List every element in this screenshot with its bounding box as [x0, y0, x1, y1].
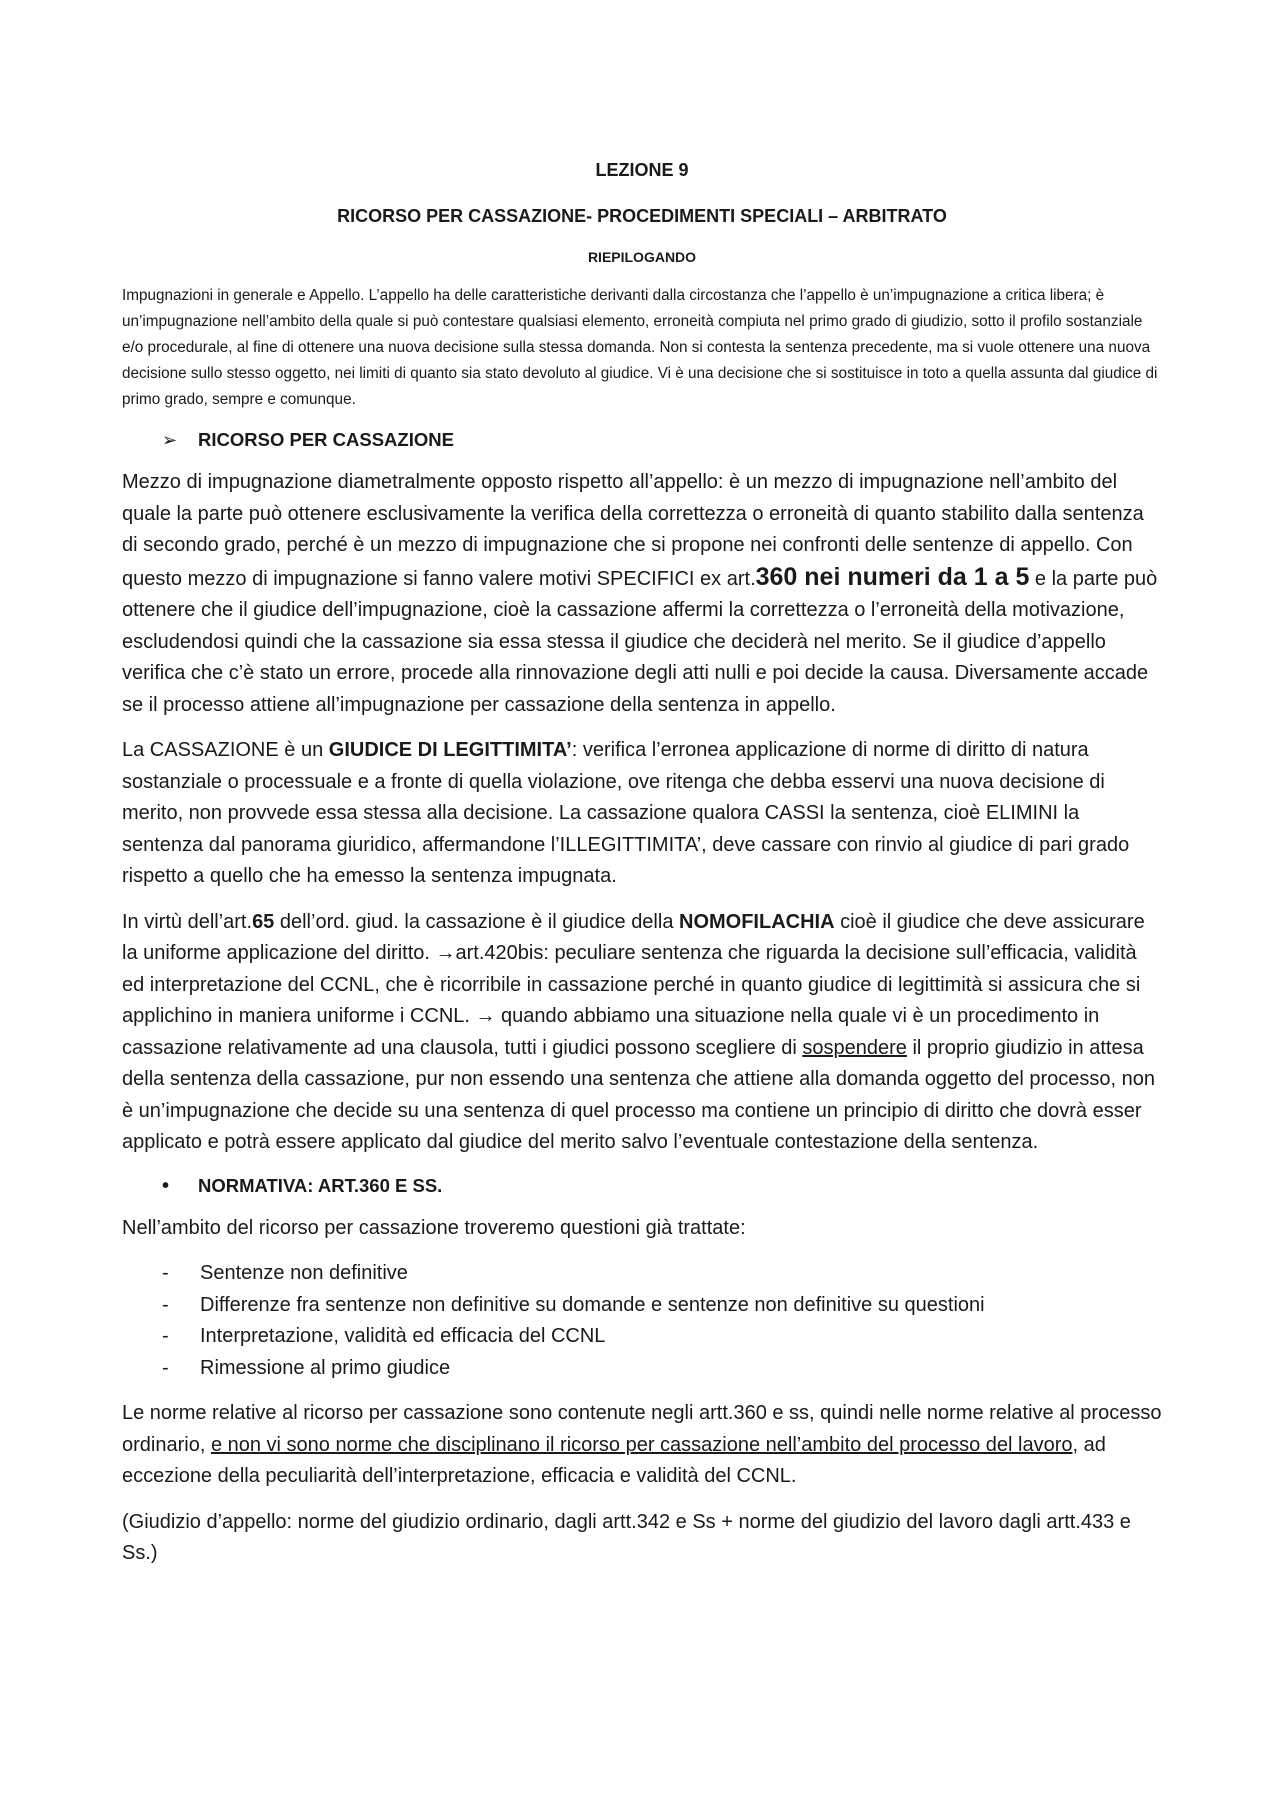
text-run-underlined: sospendere: [802, 1036, 907, 1059]
text-run-bold: NOMOFILACHIA: [679, 910, 835, 933]
list-item-text: Rimessione al primo giudice: [200, 1356, 451, 1379]
paragraph-giudice-legittimita: [122, 735, 1162, 893]
list-item: [122, 1258, 1162, 1290]
text-run: , ad eccezione della peculiarità dell’interpretazione, efficacia e validità del CCNL.: [122, 1433, 1106, 1487]
dash-bullet-icon: -: [162, 1293, 169, 1316]
text-run: dell’ord. giud. la cassazione è il giudice della: [274, 910, 679, 933]
main-title: RICORSO PER CASSAZIONE- PROCEDIMENTI SPECIALI – ARBITRATO: [337, 206, 947, 226]
list-item-text: Differenze fra sentenze non definitive su domande e sentenze non definitive su questioni: [200, 1293, 985, 1316]
list-item: [122, 1353, 1162, 1385]
section-heading-ricorso: [162, 427, 1162, 453]
dot-bullet-icon: •: [162, 1174, 170, 1197]
text-run: In virtù dell’art.: [122, 910, 253, 933]
text-run-underlined: e non vi sono norme che disciplinano il ricorso per cassazione nell’ambito del processo del lavoro: [210, 1433, 1073, 1456]
list-item: [122, 1290, 1162, 1322]
text-run-bold: 65: [252, 910, 275, 933]
paragraph-giudizio-appello: (Giudizio d’appello: norme del giudizio ordinario, dagli artt.342 e Ss + norme del giudizio del lavoro dagli artt.433 e Ss.): [122, 1510, 1131, 1564]
text-run: Mezzo di impugnazione diametralmente opposto rispetto all’appello: è un mezzo di impugnazione nell’ambito del quale la parte può ottenere esclusivamente la verifica della correttezza o erroneità di quanto stabilito dalla sentenza di secondo grado, perché è un mezzo di impugnazione che si propone nei confronti delle sentenze di appello. Con questo mezzo di impugnazione si fanno valere motivi SPECIFICI ex art.: [122, 471, 1144, 590]
text-run: La CASSAZIONE è un: [122, 739, 329, 761]
paragraph-nomofilachia: [122, 907, 1162, 1159]
dash-bullet-icon: -: [162, 1262, 169, 1284]
subtitle: RIEPILOGANDO: [587, 249, 697, 265]
paragraph-mezzo-impugnazione: [122, 467, 1162, 721]
text-run: : verifica l’erronea applicazione di norme di diritto di natura sostanziale o processuale e a fronte di quella violazione, ove ritenga che debba esservi una nuova decisione di merito, non provvede essa stessa alla decisione. La cassazione qualora CASSI la sentenza, cioè ELIMINI la sentenza dal panorama giuridico, affermandone l’ILLEGITTIMITA’, deve cassare con rinvio al giudice di pari grado rispetto a quello che ha emesso la sentenza impugnata.: [122, 739, 1130, 887]
text-run-bold: GIUDICE DI LEGITTIMITA’: [328, 739, 572, 761]
dash-bullet-icon: -: [162, 1325, 169, 1347]
text-run: cioè il giudice che deve assicurare la uniforme applicazione del diritto. →art.420bis: peculiare sentenza che riguarda la decisione sull’efficacia, validità ed interpretazione del CCNL, che è ricorribile in cassazione perché in quanto giudice di legittimità si assicura che si applichino in maniera uniforme i CCNL. → quando abbiamo una situazione nella quale vi è un procedimento in cassazione relativamente ad una clausola, tutti i giudici possono scegliere di: [122, 910, 1145, 1059]
document-content: [122, 150, 1162, 1570]
text-run: Le norme relative al ricorso per cassazione sono contenute negli artt.360 e ss, quindi nelle norme relative al processo ordinario,: [122, 1402, 1162, 1456]
lesson-title: LEZIONE 9: [595, 160, 689, 180]
arrow-bullet-icon: ➢: [162, 430, 178, 450]
paragraph-norme-relative: [122, 1398, 1162, 1493]
intro-paragraph: Impugnazioni in generale e Appello. L’appello ha delle caratteristiche derivanti dalla circostanza che l’appello è un’impugnazione a critica libera; è un’impugnazione nell’ambito della quale si può contestare qualsiasi elemento, erroneità compiuta nel primo grado di giudizio, sotto il profilo sostanziale e/o procedurale, al fine di ottenere una nuova decisione sulla stessa domanda. Non si contesta la sentenza precedente, ma si vuole ottenere una nuova decisione sullo stesso oggetto, nei limiti di quanto sia stato devoluto al giudice. Vi è una decisione che si sostituisce in toto a quella assunta dal giudice di primo grado, sempre e comunque.: [122, 287, 1158, 408]
list-item-text: Interpretazione, validità ed efficacia del CCNL: [200, 1325, 606, 1347]
section-heading-normativa: [162, 1173, 1162, 1199]
text-run: e la parte può ottenere che il giudice dell’impugnazione, cioè la cassazione affermi la correttezza o l’erroneità della motivazione, escludendosi quindi che la cassazione sia essa stessa il giudice che deciderà nel merito. Se il giudice d’appello verifica che c’è stato un errore, procede alla rinnovazione degli atti nulli e poi decide la causa. Diversamente accade se il processo attiene all’impugnazione per cassazione della sentenza in appello.: [122, 567, 1158, 716]
section-heading-label: NORMATIVA: ART.360 E SS.: [198, 1174, 443, 1196]
text-run-emphasis: 360 nei numeri da 1 a 5: [755, 562, 1030, 591]
dash-bullet-icon: -: [162, 1356, 169, 1379]
list-item-text: Sentenze non definitive: [200, 1262, 408, 1284]
questioni-list: [122, 1258, 1162, 1384]
section-heading-label: RICORSO PER CASSAZIONE: [198, 429, 454, 450]
paragraph-questioni: Nell’ambito del ricorso per cassazione troveremo questioni già trattate:: [122, 1216, 746, 1239]
text-run: il proprio giudizio in attesa della sentenza della cassazione, pur non essendo una sentenza che attiene alla domanda oggetto del processo, non è un’impugnazione che decide su una sentenza di quel processo ma contiene un principio di diritto che dovrà esser applicato e potrà essere applicato dal giudice del merito salvo l’eventuale contestazione della sentenza.: [122, 1036, 1155, 1153]
list-item: [122, 1321, 1162, 1353]
